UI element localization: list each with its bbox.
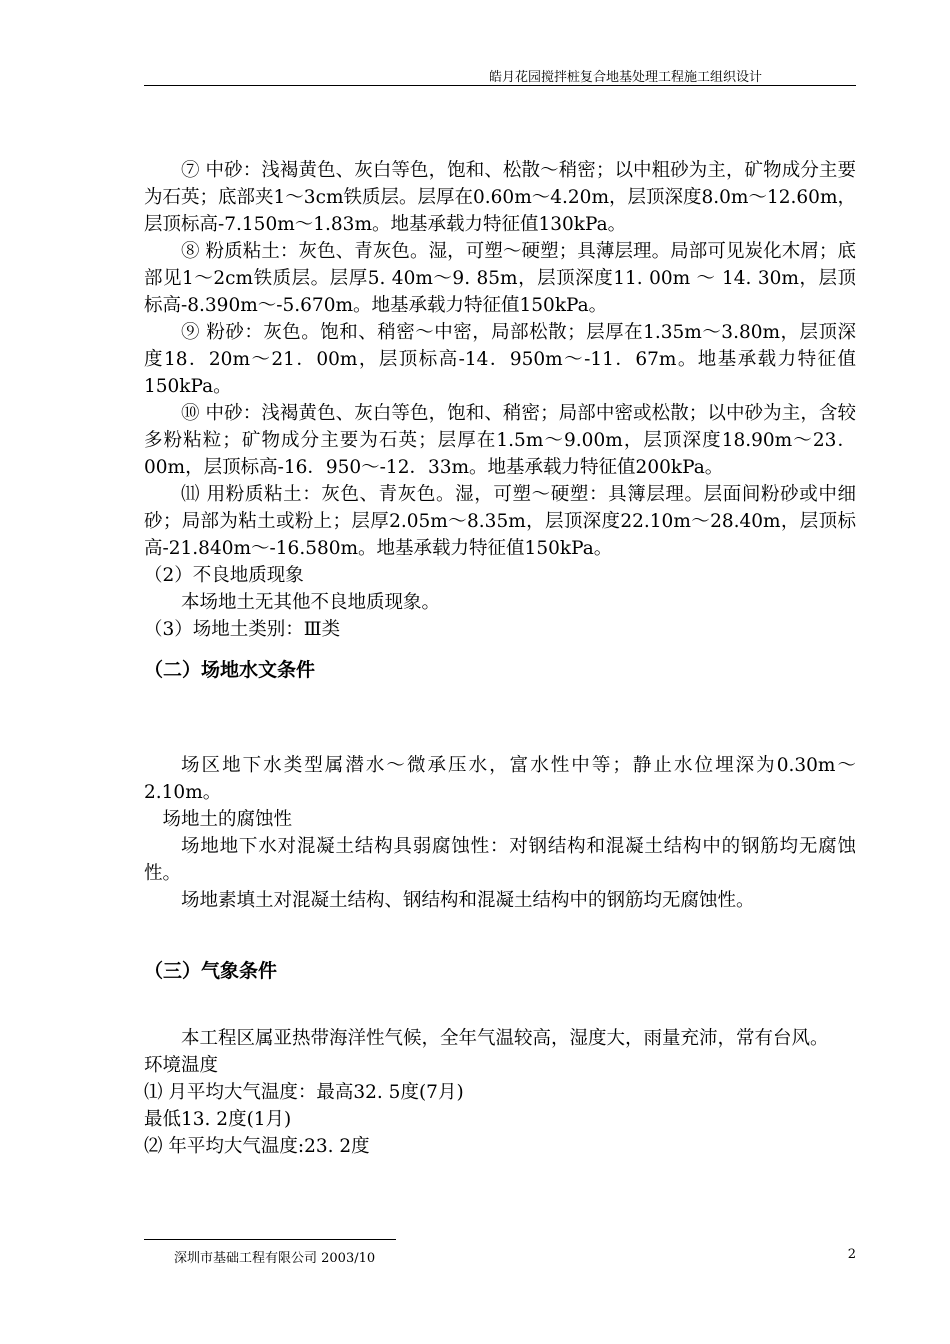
hydro-corrosion-water: 场地地下水对混凝土结构具弱腐蚀性：对钢结构和混凝土结构中的钢筋均无腐蚀性。 <box>144 836 856 884</box>
climate-monthly-temp: ⑴ 月平均大气温度：最高32. 5度(7月) <box>144 1082 464 1103</box>
soil-layer-11: ⑾ 用粉质粘土：灰色、青灰色。湿，可塑～硬塑：具簿层理。层面间粉砂或中细砂；局部为粘土或粉上；层厚2.05m～8.35m，层顶深度22.10m～28.40m，层顶标高-21.840m～-16.580m。地基承载力特征值150kPa。 <box>144 484 856 559</box>
hydro-corrosion-subheading: 场地土的腐蚀性 <box>162 809 293 830</box>
hydro-corrosion-fill: 场地素填土对混凝土结构、钢结构和混凝土结构中的钢筋均无腐蚀性。 <box>181 890 755 911</box>
soil-layer-9: ⑨ 粉砂：灰色。饱和、稍密～中密，局部松散；层厚在1.35m～3.80m，层顶深度18．20m～21．00m，层顶标高-14．950m～-11．67m。地基承载力特征值150kPa。 <box>144 322 856 397</box>
footer-rule <box>144 1239 396 1240</box>
hydro-groundwater: 场区地下水类型属潜水～微承压水，富水性中等；静止水位埋深为0.30m～2.10m。 <box>144 755 856 803</box>
section-heading-climate: （三）气象条件 <box>144 960 278 982</box>
footer-company: 深圳市基础工程有限公司 2003/10 <box>174 1251 376 1266</box>
soil-layer-10: ⑩ 中砂：浅褐黄色、灰白等色，饱和、稍密；局部中密或松散；以中砂为主，含较多粉粘粒；矿物成分主要为石英；层厚在1.5m～9.00m，层顶深度18.90m～23．00m，层顶标高-16．950～-12．33m。地基承载力特征值200kPa。 <box>144 403 856 478</box>
soil-layer-8: ⑧ 粉质粘土：灰色、青灰色。湿，可塑～硬塑；具薄层理。局部可见炭化木屑；底部见1～2cm铁质层。层厚5. 40m～9. 85m，层顶深度11. 00m ～ 14. 30m，层顶标高-8.390m～-5.670m。地基承载力特征值150kPa。 <box>144 241 856 316</box>
page-header: 皓月花园搅拌桩复合地基处理工程施工组织设计 <box>488 70 762 85</box>
climate-description: 本工程区属亚热带海洋性气候，全年气温较高，湿度大，雨量充沛，常有台风。 <box>181 1028 829 1049</box>
item-bad-geology: （2）不良地质现象 <box>144 565 304 586</box>
climate-env-temp: 环境温度 <box>144 1055 219 1076</box>
section-heading-hydro: （二）场地水文条件 <box>144 659 316 681</box>
document-body <box>144 157 856 1160</box>
climate-min-temp: 最低13. 2度(1月) <box>144 1109 292 1130</box>
page-number: 2 <box>847 1247 856 1262</box>
item-site-class: （3）场地土类别：Ⅲ类 <box>144 619 341 640</box>
soil-layer-7: ⑦ 中砂：浅褐黄色、灰白等色，饱和、松散～稍密；以中粗砂为主，矿物成分主要为石英；底部夹1～3cm铁质层。层厚在0.60m～4.20m，层顶深度8.0m～12.60m，层顶标高-7.150m～1.83m。地基承载力特征值130kPa。 <box>144 160 856 235</box>
header-rule <box>144 85 856 86</box>
climate-annual-temp: ⑵ 年平均大气温度:23. 2度 <box>144 1136 370 1157</box>
item-bad-geology-text: 本场地土无其他不良地质现象。 <box>181 592 441 613</box>
